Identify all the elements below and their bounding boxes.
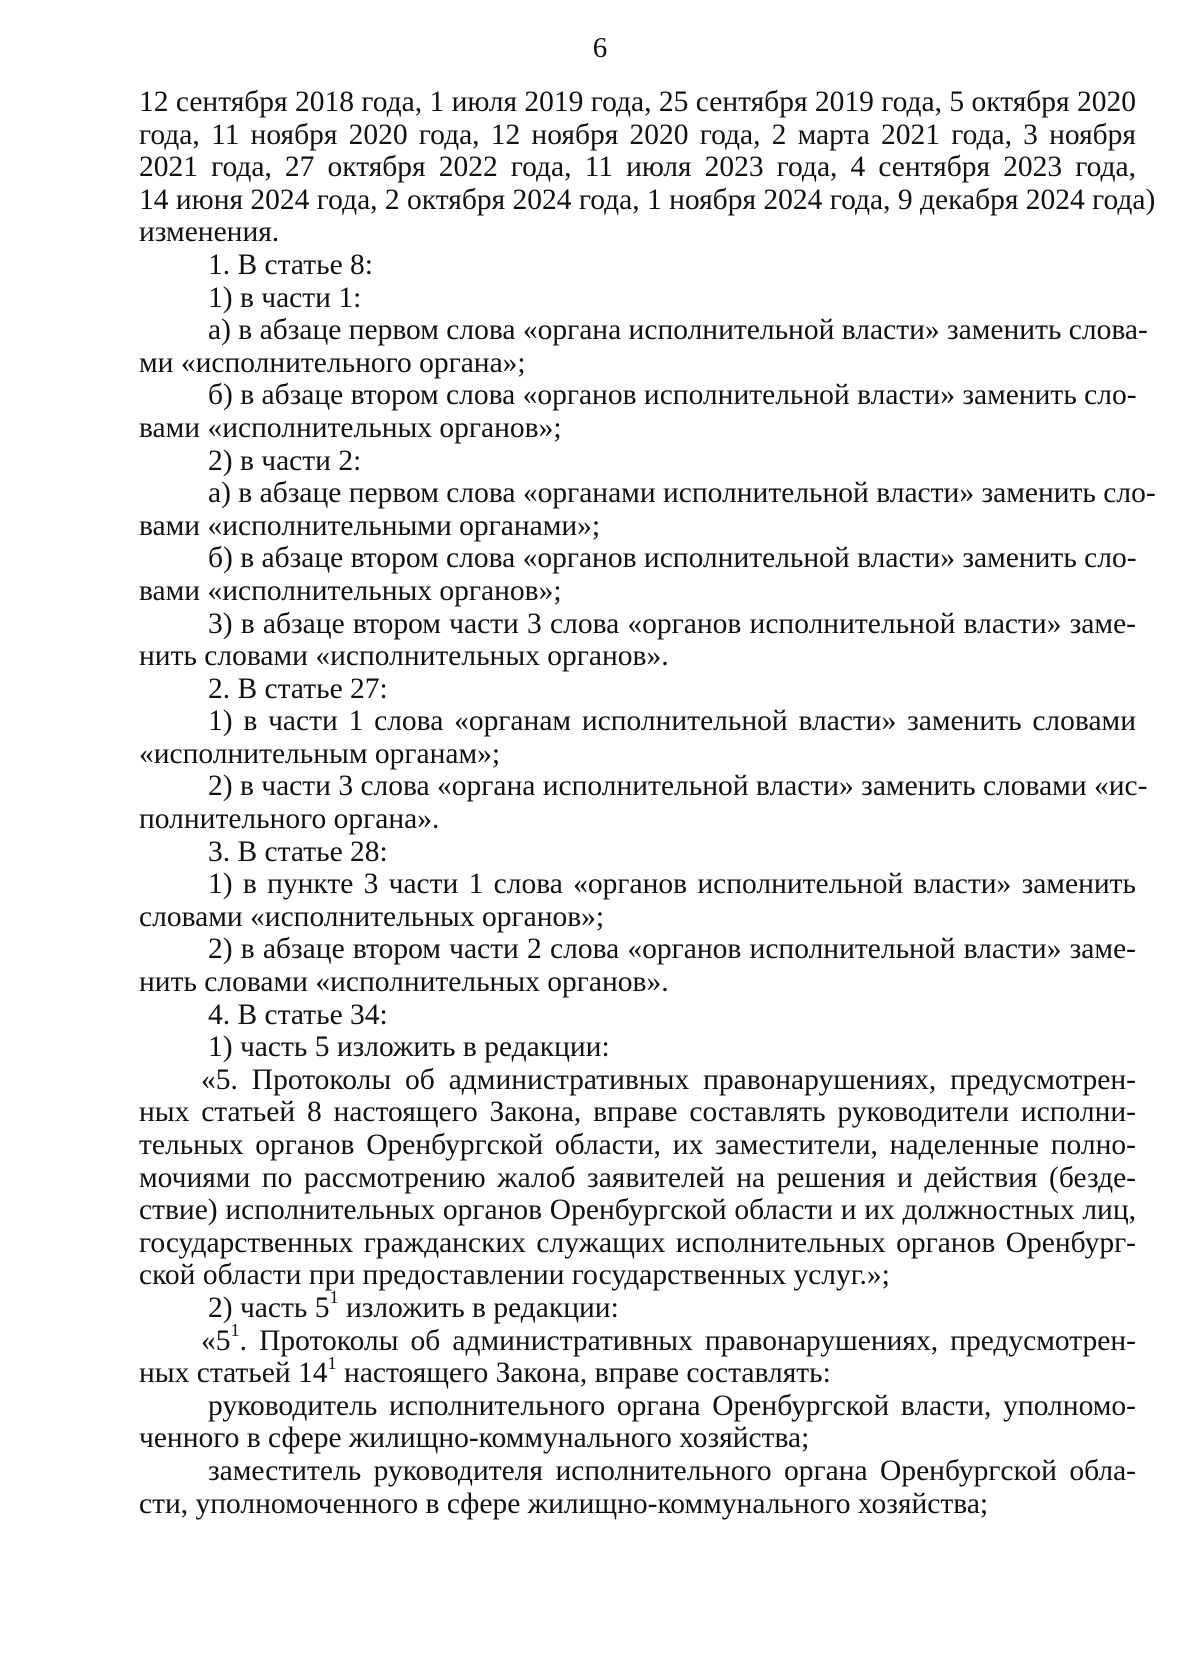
text-line: полнительного органа». (139, 803, 440, 836)
superscript: 1 (230, 1320, 240, 1340)
section-heading: 4. В статье 34: (208, 998, 388, 1031)
text-line: словами «исполнительных органов»; (139, 900, 605, 933)
text-line: 2021 года, 27 октября 2022 года, 11 июля 2023 года, 4 сентября 2023 года, (139, 151, 1136, 184)
quoted-line: ствие) исполнительных органов Оренбургской области и их должностных лиц, (139, 1194, 1136, 1227)
text-line: 2) в части 2: (208, 444, 362, 477)
text-line: нить словами «исполнительных органов». (139, 966, 669, 999)
quoted-line: сти, уполномоченного в сфере жилищно-коммунального хозяйства; (139, 1487, 989, 1520)
quoted-line: мочиями по рассмотрению жалоб заявителей на решения и действия (безде- (139, 1161, 1136, 1194)
text-line: 14 июня 2024 года, 2 октября 2024 года, 1 ноября 2024 года, 9 декабря 2024 года) (139, 183, 1156, 216)
text-line: а) в абзаце первом слова «органами исполнительной власти» заменить сло- (208, 477, 1156, 510)
text-line: а) в абзаце первом слова «органа исполнительной власти» заменить слова- (208, 314, 1148, 347)
text-line: 1) в части 1: (208, 281, 362, 314)
text-line: 1) в пункте 3 части 1 слова «органов исполнительной власти» заменить (208, 868, 1136, 901)
section-heading: 1. В статье 8: (208, 248, 373, 281)
text-line: вами «исполнительных органов»; (139, 411, 562, 444)
text-span: «5 (201, 1324, 231, 1357)
quoted-line: «5. Протоколы об административных правонарушениях, предусмотрен- (201, 1063, 1136, 1096)
quoted-line: ченного в сфере жилищно-коммунального хозяйства; (139, 1422, 810, 1455)
text-span: . Протоколы об административных правонарушениях, предусмотрен- (239, 1324, 1136, 1357)
quoted-line: заместитель руководителя исполнительного органа Оренбургской обла- (208, 1454, 1136, 1487)
text-span: изложить в редакции: (338, 1291, 619, 1324)
text-line: б) в абзаце втором слова «органов исполнительной власти» заменить сло- (208, 379, 1137, 412)
quoted-line: тельных органов Оренбургской области, их заместители, наделенные полно- (139, 1129, 1136, 1161)
text-line: нить словами «исполнительных органов». (139, 640, 669, 673)
text-line: б) в абзаце втором слова «органов исполнительной власти» заменить сло- (208, 542, 1137, 575)
text-line: 2) в части 3 слова «органа исполнительной власти» заменить словами «ис- (208, 770, 1148, 803)
text-line: 3) в абзаце втором части 3 слова «органов исполнительной власти» заме- (208, 607, 1136, 640)
text-line: 1) часть 5 изложить в редакции: (208, 1031, 610, 1064)
superscript: 1 (327, 1352, 337, 1373)
section-heading: 2. В статье 27: (208, 672, 388, 705)
quoted-line: государственных гражданских служащих исполнительных органов Оренбург- (139, 1226, 1136, 1259)
text-line: вами «исполнительных органов»; (139, 574, 562, 607)
text-span: 2) часть 5 (208, 1291, 330, 1324)
text-span: ных статьей 14 (139, 1357, 328, 1390)
document-body (139, 86, 1156, 1520)
quoted-line: ской области при предоставлении государственных услуг.»; (139, 1259, 890, 1292)
quoted-line: руководитель исполнительного органа Оренбургской власти, уполномо- (208, 1389, 1136, 1422)
text-line: изменения. (139, 216, 280, 249)
text-span: настоящего Закона, вправе составлять: (336, 1357, 831, 1390)
text-line: 12 сентября 2018 года, 1 июля 2019 года, 25 сентября 2019 года, 5 октября 2020 (139, 86, 1136, 118)
text-line: «исполнительным органам»; (139, 737, 501, 770)
text-line (139, 1287, 1136, 1325)
section-heading: 3. В статье 28: (208, 835, 388, 868)
page-number: 6 (592, 32, 608, 64)
text-line: 2) в абзаце втором части 2 слова «органов исполнительной власти» заме- (208, 933, 1136, 966)
text-line: ми «исполнительного органа»; (139, 346, 526, 379)
text-line: 1) в части 1 слова «органам исполнительной власти» заменить словами (208, 705, 1136, 738)
superscript: 1 (329, 1287, 339, 1308)
quoted-line (139, 1352, 1136, 1390)
text-line: вами «исполнительными органами»; (139, 509, 601, 542)
text-line: года, 11 ноября 2020 года, 12 ноября 2020 года, 2 марта 2021 года, 3 ноября (139, 118, 1136, 151)
quoted-line: ных статьей 8 настоящего Закона, вправе составлять руководители исполни- (139, 1096, 1136, 1129)
quoted-line (139, 1320, 1136, 1358)
